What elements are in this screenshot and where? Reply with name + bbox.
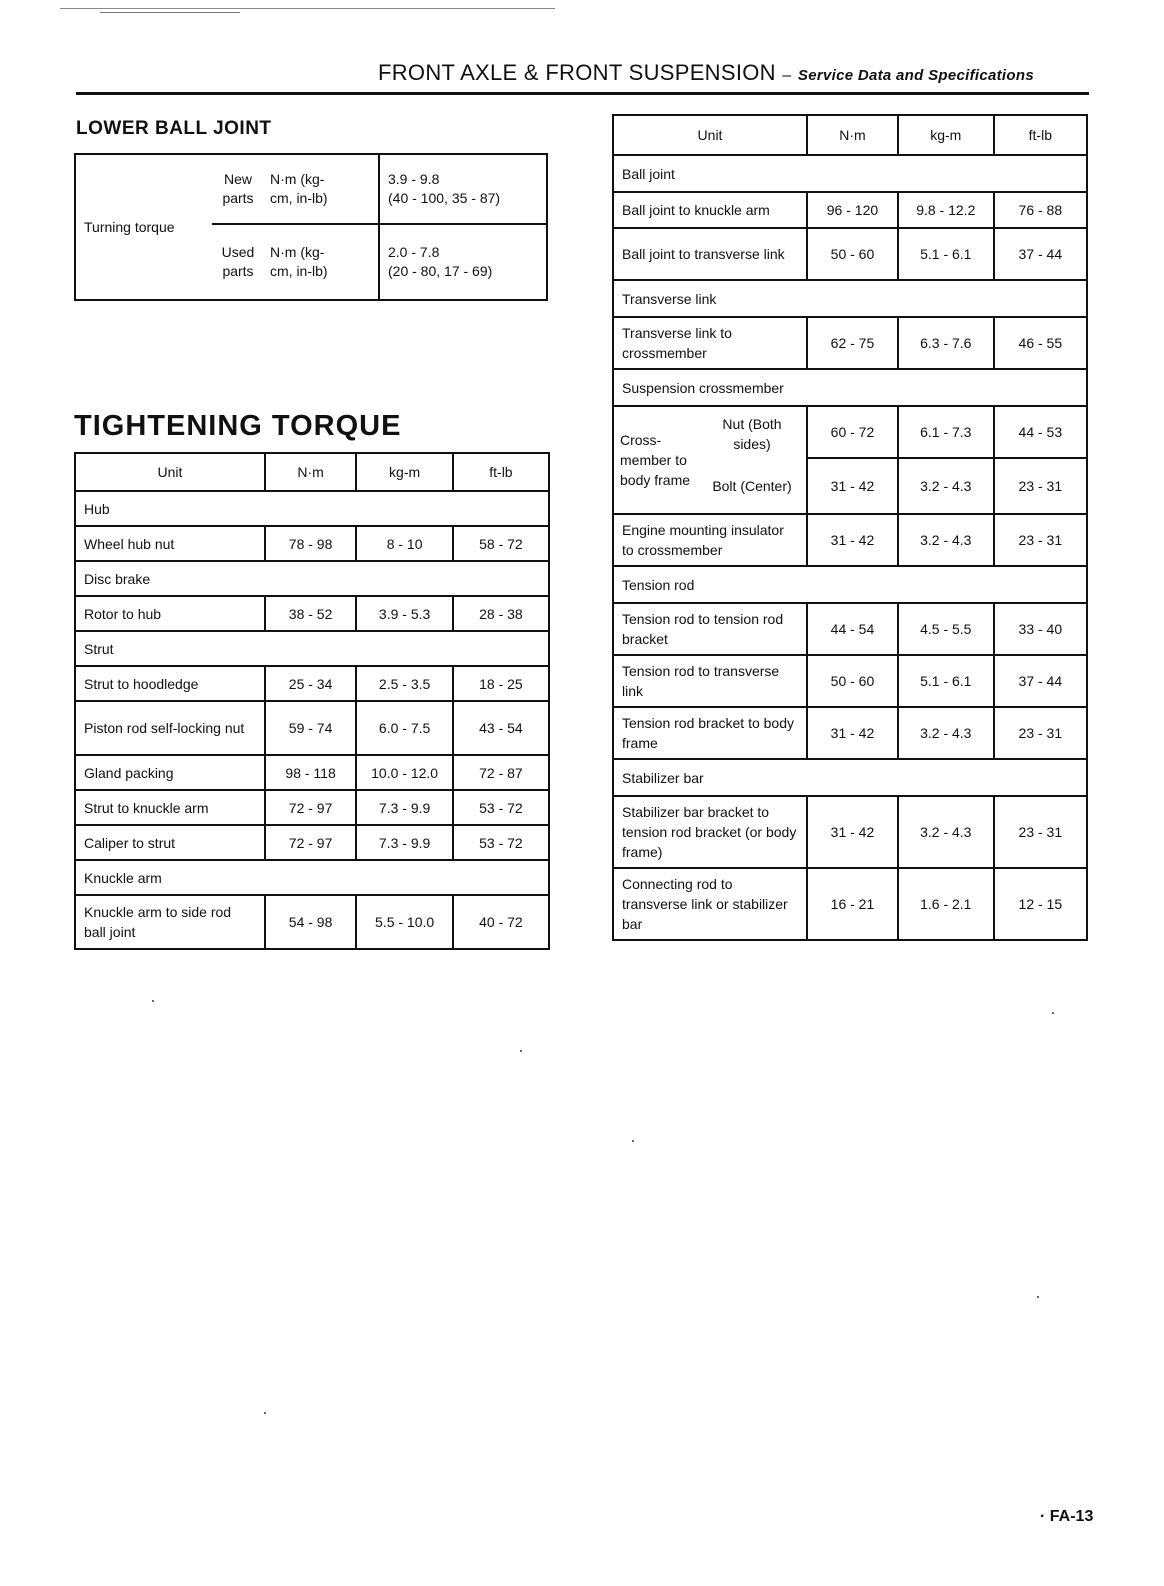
left-kgm-value: 8 - 10: [356, 526, 452, 561]
page-number-text: FA-13: [1049, 1508, 1094, 1525]
right-cross-row-nut: [613, 406, 1087, 458]
left-table-row: [75, 825, 549, 860]
right-table-row: [613, 514, 1087, 566]
lbj-new-parts: New parts: [222, 171, 254, 206]
left-section-label: Strut: [75, 631, 549, 666]
scan-speck: [520, 1050, 522, 1052]
right-section-row: [613, 759, 1087, 796]
right-table-row: [613, 192, 1087, 228]
right-nm-value: 31 - 42: [807, 796, 898, 868]
right-table-row: [613, 707, 1087, 759]
header-dash: –: [782, 67, 792, 84]
lbj-row-used: [212, 224, 379, 300]
right-nm-value: 60 - 72: [807, 406, 898, 458]
right-ftlb-value: 23 - 31: [994, 458, 1087, 514]
lbj-new-units: N·m (kg-cm, in-lb): [270, 171, 328, 206]
page-number: · FA-13: [1040, 1508, 1094, 1525]
right-ftlb-value: 37 - 44: [994, 228, 1087, 280]
right-row-label: Engine mounting insulator to crossmember: [613, 514, 807, 566]
left-kgm-value: 7.3 - 9.9: [356, 790, 452, 825]
scan-speck: [264, 1412, 266, 1414]
left-row-label: Strut to knuckle arm: [75, 790, 265, 825]
left-row-label: Caliper to strut: [75, 825, 265, 860]
right-ftlb-value: 33 - 40: [994, 603, 1087, 655]
left-nm-value: 54 - 98: [265, 895, 357, 949]
left-section-label: Disc brake: [75, 561, 549, 596]
left-ftlb-value: 58 - 72: [453, 526, 549, 561]
lower-ball-joint-table: [74, 153, 548, 301]
left-section-label: Knuckle arm: [75, 860, 549, 895]
left-nm-value: 78 - 98: [265, 526, 357, 561]
left-table-row: [75, 666, 549, 701]
turning-torque-label: Turning torque: [75, 154, 212, 300]
left-header-row: [75, 453, 549, 491]
left-ftlb-value: 53 - 72: [453, 825, 549, 860]
scan-speck: [152, 1000, 154, 1002]
left-ftlb-value: 28 - 38: [453, 596, 549, 631]
top-rule-short: [100, 12, 240, 13]
right-cross-wrap: [620, 408, 800, 512]
right-nm-value: 31 - 42: [807, 458, 898, 514]
left-section-row: [75, 561, 549, 596]
left-row-label: Piston rod self-locking nut: [75, 701, 265, 755]
left-col-header: kg-m: [356, 453, 452, 491]
right-kgm-value: 5.1 - 6.1: [898, 228, 994, 280]
right-section-row: [613, 566, 1087, 603]
left-row-label: Wheel hub nut: [75, 526, 265, 561]
scan-speck: [1037, 1296, 1039, 1298]
right-nm-value: 62 - 75: [807, 317, 898, 369]
right-kgm-value: 3.2 - 4.3: [898, 514, 994, 566]
lbj-used-value: [379, 224, 547, 300]
page-header: [378, 60, 1088, 86]
right-section-row: [613, 280, 1087, 317]
right-row-label: Tension rod to tension rod bracket: [613, 603, 807, 655]
right-nm-value: 50 - 60: [807, 228, 898, 280]
right-kgm-value: 6.3 - 7.6: [898, 317, 994, 369]
right-cross-cell: [613, 406, 807, 514]
lbj-new-value: [379, 154, 547, 224]
right-ftlb-value: 46 - 55: [994, 317, 1087, 369]
right-table-row: [613, 796, 1087, 868]
left-nm-value: 25 - 34: [265, 666, 357, 701]
lbj-used-parts: Used parts: [221, 244, 255, 279]
left-table-row: [75, 895, 549, 949]
left-table-row: [75, 526, 549, 561]
scan-speck: [632, 1140, 634, 1142]
left-nm-value: 72 - 97: [265, 790, 357, 825]
right-kgm-value: 3.2 - 4.3: [898, 796, 994, 868]
torque-table-right: [612, 114, 1088, 941]
left-ftlb-value: 40 - 72: [453, 895, 549, 949]
right-ftlb-value: 37 - 44: [994, 655, 1087, 707]
scan-speck: [1052, 1012, 1054, 1014]
left-section-label: Hub: [75, 491, 549, 526]
left-kgm-value: 5.5 - 10.0: [356, 895, 452, 949]
left-col-header: Unit: [75, 453, 265, 491]
header-title: FRONT AXLE & FRONT SUSPENSION: [378, 60, 776, 85]
lbj-new-value1: 3.9 - 9.8: [388, 171, 440, 187]
left-kgm-value: 3.9 - 5.3: [356, 596, 452, 631]
right-row-label: Stabilizer bar bracket to tension rod bracket (or body frame): [613, 796, 807, 868]
left-section-row: [75, 860, 549, 895]
right-cross-sub-bolt: Bolt (Center): [712, 478, 792, 494]
right-table-row: [613, 603, 1087, 655]
right-ftlb-value: 12 - 15: [994, 868, 1087, 940]
left-ftlb-value: 18 - 25: [453, 666, 549, 701]
right-kgm-value: 6.1 - 7.3: [898, 406, 994, 458]
right-header-row: [613, 115, 1087, 155]
right-col-header: Unit: [613, 115, 807, 155]
left-kgm-value: 10.0 - 12.0: [356, 755, 452, 790]
lbj-used-value1: 2.0 - 7.8: [388, 244, 440, 260]
torque-table-left: [74, 452, 550, 950]
right-nm-value: 31 - 42: [807, 707, 898, 759]
left-table-row: [75, 790, 549, 825]
right-row-label: Transverse link to crossmember: [613, 317, 807, 369]
left-row-label: Knuckle arm to side rod ball joint: [75, 895, 265, 949]
right-nm-value: 50 - 60: [807, 655, 898, 707]
right-ftlb-value: 23 - 31: [994, 707, 1087, 759]
right-nm-value: 44 - 54: [807, 603, 898, 655]
left-row-label: Gland packing: [75, 755, 265, 790]
lbj-new-value2: (40 - 100, 35 - 87): [388, 190, 501, 206]
left-section-row: [75, 631, 549, 666]
right-row-label: Tension rod bracket to body frame: [613, 707, 807, 759]
left-ftlb-value: 72 - 87: [453, 755, 549, 790]
lbj-row-new: [212, 154, 379, 224]
right-ftlb-value: 23 - 31: [994, 796, 1087, 868]
left-row-label: Rotor to hub: [75, 596, 265, 631]
right-col-header: ft-lb: [994, 115, 1087, 155]
left-nm-value: 59 - 74: [265, 701, 357, 755]
right-ftlb-value: 44 - 53: [994, 406, 1087, 458]
lower-ball-joint-heading: LOWER BALL JOINT: [76, 118, 272, 139]
right-table-row: [613, 228, 1087, 280]
right-kgm-value: 5.1 - 6.1: [898, 655, 994, 707]
right-kgm-value: 3.2 - 4.3: [898, 707, 994, 759]
left-nm-value: 98 - 118: [265, 755, 357, 790]
left-nm-value: 38 - 52: [265, 596, 357, 631]
header-rule: [76, 92, 1089, 95]
right-col-header: N·m: [807, 115, 898, 155]
left-kgm-value: 2.5 - 3.5: [356, 666, 452, 701]
right-table-row: [613, 655, 1087, 707]
right-section-label: Stabilizer bar: [613, 759, 1087, 796]
right-ftlb-value: 23 - 31: [994, 514, 1087, 566]
right-row-label: Ball joint to knuckle arm: [613, 192, 807, 228]
right-table-row: [613, 317, 1087, 369]
left-table-row: [75, 596, 549, 631]
right-section-label: Ball joint: [613, 155, 1087, 192]
right-kgm-value: 4.5 - 5.5: [898, 603, 994, 655]
left-row-label: Strut to hoodledge: [75, 666, 265, 701]
right-section-label: Transverse link: [613, 280, 1087, 317]
left-col-header: ft-lb: [453, 453, 549, 491]
left-nm-value: 72 - 97: [265, 825, 357, 860]
left-table-row: [75, 755, 549, 790]
header-subtitle: Service Data and Specifications: [797, 67, 1034, 84]
right-kgm-value: 9.8 - 12.2: [898, 192, 994, 228]
right-kgm-value: 3.2 - 4.3: [898, 458, 994, 514]
left-table-row: [75, 701, 549, 755]
right-row-label: Connecting rod to transverse link or stabilizer bar: [613, 868, 807, 940]
tightening-torque-heading: TIGHTENING TORQUE: [74, 410, 402, 442]
left-ftlb-value: 53 - 72: [453, 790, 549, 825]
right-kgm-value: 1.6 - 2.1: [898, 868, 994, 940]
right-cross-subs: [704, 408, 800, 512]
right-col-header: kg-m: [898, 115, 994, 155]
left-ftlb-value: 43 - 54: [453, 701, 549, 755]
right-nm-value: 31 - 42: [807, 514, 898, 566]
lbj-used-units: N·m (kg-cm, in-lb): [270, 244, 328, 279]
right-section-row: [613, 369, 1087, 406]
left-kgm-value: 6.0 - 7.5: [356, 701, 452, 755]
right-row-label: Tension rod to transverse link: [613, 655, 807, 707]
top-rule: [60, 8, 555, 9]
left-col-header: N·m: [265, 453, 357, 491]
right-row-label: Ball joint to transverse link: [613, 228, 807, 280]
right-section-row: [613, 155, 1087, 192]
right-nm-value: 16 - 21: [807, 868, 898, 940]
left-kgm-value: 7.3 - 9.9: [356, 825, 452, 860]
right-ftlb-value: 76 - 88: [994, 192, 1087, 228]
right-cross-sub-nut: Nut (Both sides): [722, 416, 782, 452]
lbj-used-value2: (20 - 80, 17 - 69): [388, 263, 493, 279]
right-section-label: Suspension crossmember: [613, 369, 1087, 406]
right-cross-label: Cross-member to body frame: [620, 432, 691, 488]
right-nm-value: 96 - 120: [807, 192, 898, 228]
left-section-row: [75, 491, 549, 526]
right-table-row: [613, 868, 1087, 940]
right-section-label: Tension rod: [613, 566, 1087, 603]
